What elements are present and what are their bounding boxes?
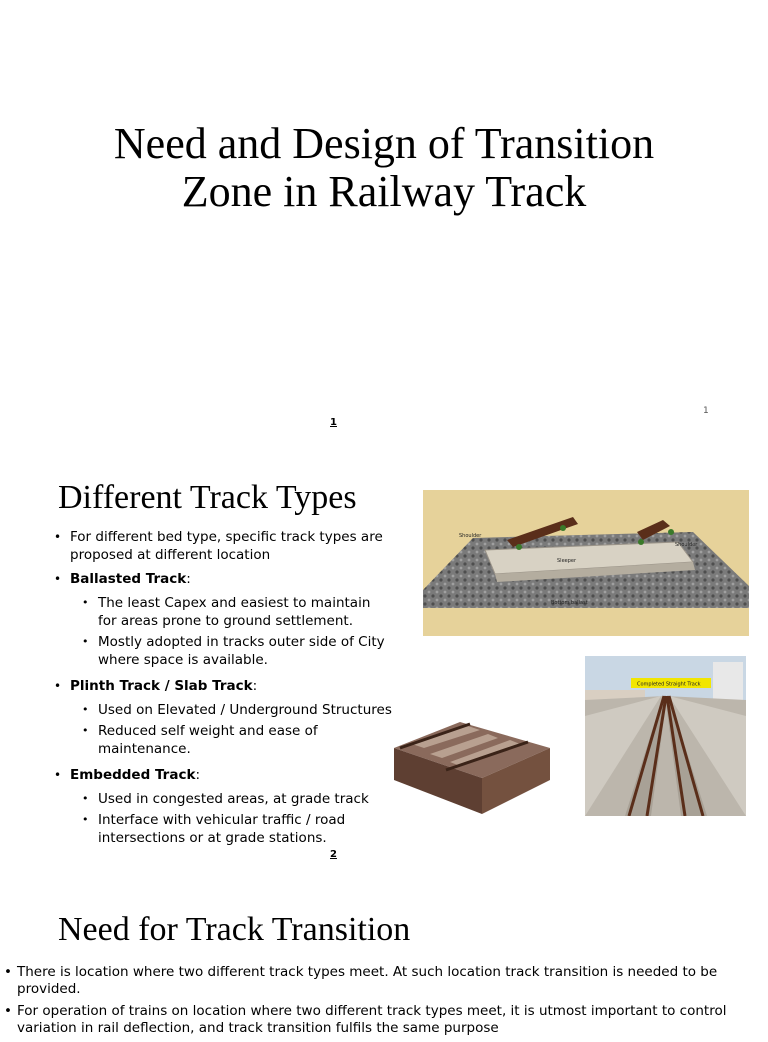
transition-need-list <box>0 964 768 1042</box>
list-item <box>0 1003 768 1037</box>
list-item <box>52 701 392 719</box>
list-item <box>52 633 392 669</box>
slide1-corner-number: 1 <box>703 406 709 416</box>
ballasted-track-illustration <box>423 490 749 636</box>
colon: : <box>186 571 191 587</box>
bullet-text: There is location where two different track types meet. At such location track transition is needed to be provided. <box>17 964 718 997</box>
label-sleeper: Sleeper <box>557 558 577 564</box>
embedded-heading: Embedded Track <box>70 767 196 783</box>
bullet-text: The least Capex and easiest to maintain for areas prone to ground settlement. <box>98 595 371 629</box>
bullet-text: Mostly adopted in tracks outer side of City where space is available. <box>98 634 385 668</box>
plinth-heading: Plinth Track / Slab Track <box>70 678 253 694</box>
slide1-page-number: 1 <box>330 417 337 428</box>
slide1-title-line2: Zone in Railway Track <box>181 167 587 216</box>
slab-track-illustration <box>390 718 552 816</box>
slide1-title <box>40 120 728 216</box>
slide3-title: Need for Track Transition <box>58 911 411 948</box>
label-shoulder-right: Shoulder <box>675 542 698 548</box>
list-item <box>52 594 392 630</box>
colon: : <box>195 767 200 783</box>
elevated-track-photo <box>585 656 746 816</box>
bullet-text: Interface with vehicular traffic / road intersections or at grade stations. <box>98 812 346 846</box>
ballasted-heading: Ballasted Track <box>70 571 187 587</box>
list-item <box>52 722 392 758</box>
bullet-text: Used on Elevated / Underground Structures <box>98 702 392 718</box>
list-item-ballasted <box>52 570 392 588</box>
bullet-text: Reduced self weight and ease of maintenance. <box>98 723 318 757</box>
list-item <box>52 528 392 564</box>
list-item <box>0 964 768 998</box>
list-item-plinth <box>52 677 392 695</box>
list-item <box>52 790 392 808</box>
colon: : <box>252 678 258 694</box>
slide2-title: Different Track Types <box>58 479 357 516</box>
list-item <box>52 811 392 847</box>
label-shoulder-left: Shoulder <box>459 533 482 539</box>
slide2-page-number: 2 <box>330 849 337 860</box>
bullet-text: For operation of trains on location where two different track types meet, it is utmost important to control variation in rail deflection, and track transition fulfils the same purpose <box>17 1003 727 1036</box>
photo-sign-text: Completed Straight Track <box>637 681 701 688</box>
bullet-text: Used in congested areas, at grade track <box>98 791 369 807</box>
label-bottom-ballast: Bottom ballast <box>551 600 588 606</box>
list-item-embedded <box>52 766 392 784</box>
slide1-title-line1: Need and Design of Transition <box>113 119 655 168</box>
track-types-list <box>52 528 392 850</box>
bullet-text: For different bed type, specific track types are proposed at different location <box>70 529 383 563</box>
